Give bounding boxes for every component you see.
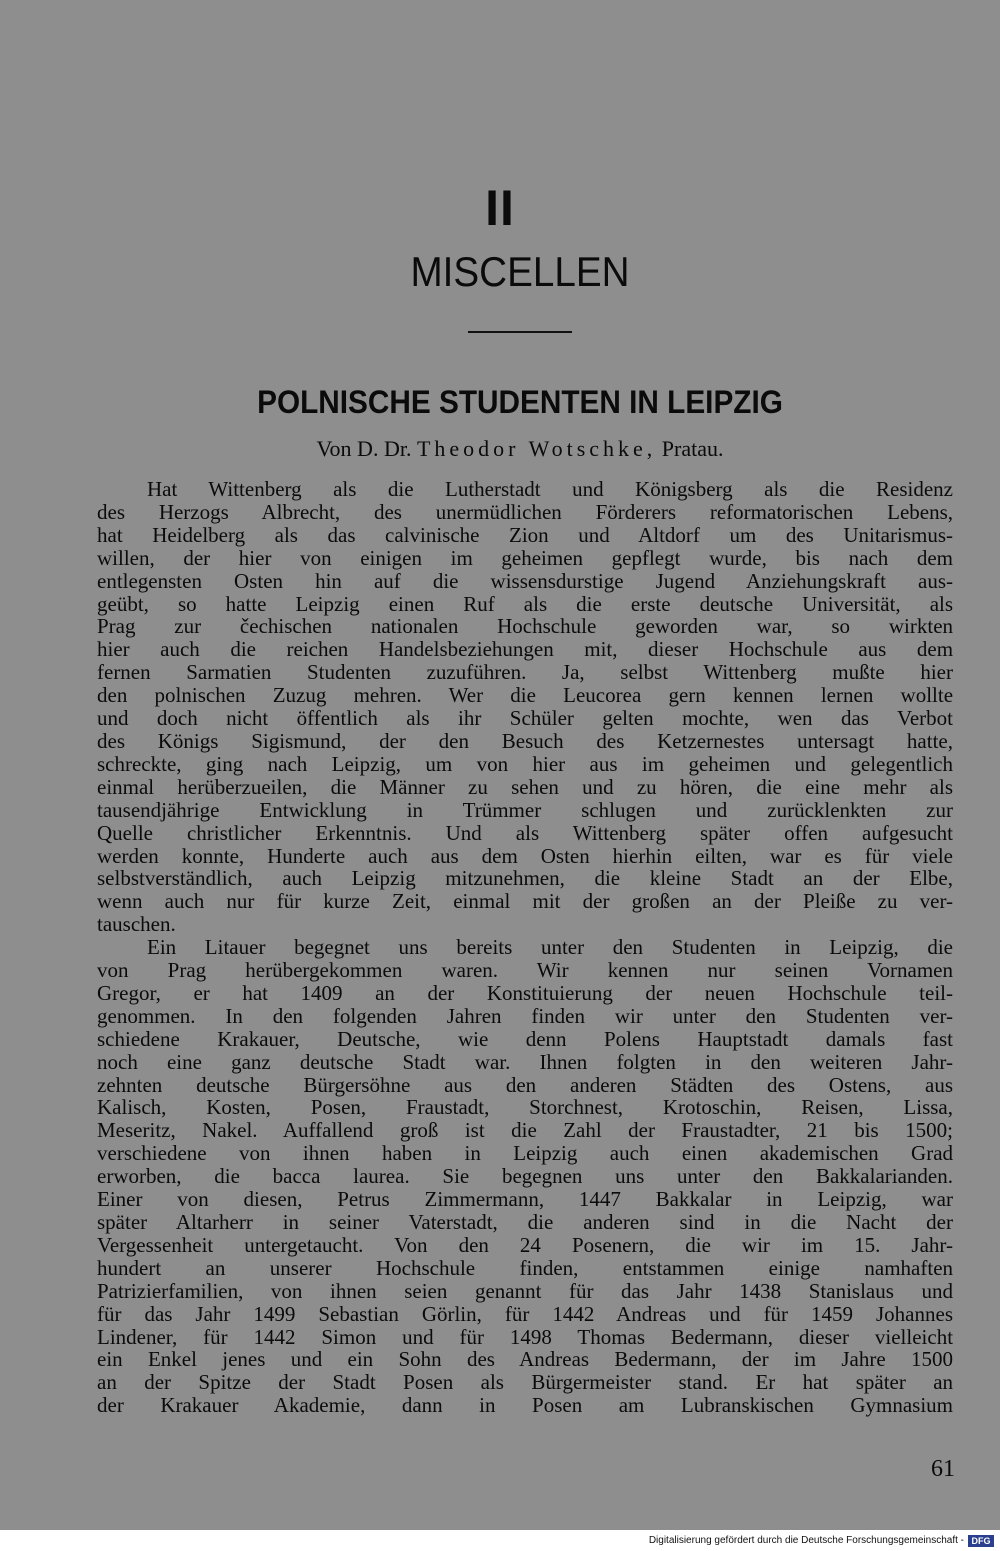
article-title: POLNISCHE STUDENTEN IN LEIPZIG (257, 384, 783, 420)
text-line: selbstverständlich, auch Leipzig mitzunehmen, die kleine Stadt an der Elbe, (97, 866, 953, 891)
text-line: Hat Wittenberg als die Lutherstadt und Königsberg als die Residenz (147, 477, 954, 501)
text-line: noch eine ganz deutsche Stadt war. Ihnen folgten in den weiteren Jahr- (97, 1049, 953, 1074)
title-divider (468, 331, 572, 333)
section-title: MISCELLEN (410, 248, 630, 295)
text-line: Patrizierfamilien, von ihnen seien genannt für das Jahr 1438 Stanislaus und (97, 1278, 953, 1303)
byline-place: Pratau. (661, 436, 724, 461)
text-line: geübt, so hatte Leipzig einen Ruf als die erste deutsche Universität, als (97, 591, 954, 616)
text-line: Prag zur čechischen nationalen Hochschule geworden war, so wirkten (97, 614, 954, 639)
part-number: II (485, 180, 515, 236)
text-line: Gregor, er hat 1409 an der Konstituierung der neuen Hochschule teil- (97, 980, 953, 1005)
text-line: für das Jahr 1499 Sebastian Görlin, für 1442 Andreas und für 1459 Johannes (97, 1301, 953, 1326)
text-line: hier auch die reichen Handelsbeziehungen mit, dieser Hochschule aus dem (97, 637, 954, 662)
text-line: Einer von diesen, Petrus Zimmermann, 1447 Bakkalar in Leipzig, war (97, 1187, 953, 1212)
text-line: Ein Litauer begegnet uns bereits unter den Studenten in Leipzig, die (147, 935, 953, 960)
text-line: von Prag herübergekommen waren. Wir kennen nur seinen Vornamen (97, 958, 953, 983)
digitization-note: Digitalisierung gefördert durch die Deutsche Forschungsgemeinschaft - (648, 1535, 964, 1546)
text-line: fernen Sarmatien Studenten zuzuführen. Ja, selbst Wittenberg mußte hier (97, 660, 953, 685)
author-name: Theodor Wotschke, (416, 436, 657, 461)
text-line: entlegensten Osten hin auf die wissensdurstige Jugend Anziehungskraft aus- (97, 568, 954, 593)
text-line: und doch nicht öffentlich als ihr Schüler gelten mochte, wen das Verbot (97, 706, 953, 731)
text-line: Lindener, für 1442 Simon und für 1498 Thomas Bedermann, dieser vielleicht (97, 1324, 954, 1349)
text-line: verschiedene von ihnen haben in Leipzig auch einen akademischen Grad (97, 1141, 954, 1166)
text-line: schreckte, ging nach Leipzig, um von hier aus im geheimen und gelegentlich (97, 751, 953, 776)
text-line: Meseritz, Nakel. Auffallend groß ist die Zahl der Fraustadter, 21 bis 1500; (97, 1118, 953, 1143)
page-number: 61 (931, 1456, 955, 1482)
text-line: Quelle christlicher Erkenntnis. Und als Wittenberg später offen aufgesucht (97, 820, 953, 845)
text-line: Vergessenheit untergetaucht. Von den 24 Posenern, die wir im 15. Jahr- (97, 1232, 953, 1257)
text-line: werden konnte, Hunderte auch aus dem Osten hierhin eilten, war es für viele (97, 843, 953, 868)
text-line: genommen. In den folgenden Jahren finden wir unter den Studenten ver- (97, 1003, 954, 1028)
text-line: später Altarherr in seiner Vaterstadt, die anderen sind in die Nacht der (97, 1210, 953, 1234)
byline-prefix: Von D. Dr. (316, 436, 412, 461)
text-line: Kalisch, Kosten, Posen, Fraustadt, Storchnest, Krotoschin, Reisen, Lissa, (97, 1095, 953, 1120)
text-line: erworben, die bacca laurea. Sie begegnen uns unter den Bakkalarianden. (97, 1164, 953, 1189)
text-line: einmal herüberzueilen, die Männer zu sehen und zu hören, die eine mehr als (97, 774, 954, 799)
text-line: wenn auch nur für kurze Zeit, einmal mit der großen an der Pleiße zu ver- (97, 889, 954, 914)
text-line: tausendjährige Entwicklung in Trümmer schlugen und zurücklenkten zur (97, 797, 953, 822)
paragraph (97, 478, 953, 936)
paragraph (97, 936, 953, 1417)
dfg-logo: DFG (968, 1535, 994, 1547)
text-line: den polnischen Zuzug mehren. Wer die Leucorea gern kennen lernen wollte (97, 683, 954, 708)
byline (0, 434, 1000, 464)
text-line: willen, der hier von einigen im geheimen gepflegt wurde, bis nach dem (97, 545, 953, 570)
text-line: hat Heidelberg als das calvinische Zion und Altdorf um des Unitarismus- (97, 522, 953, 547)
text-line: ein Enkel jenes und ein Sohn des Andreas Bedermann, der im Jahre 1500 (97, 1347, 953, 1372)
text-line: des Königs Sigismund, der den Besuch des Ketzernestes untersagt hatte, (97, 728, 953, 753)
article-body (97, 478, 953, 1417)
text-line: schiedene Krakauer, Deutsche, wie denn Polens Hauptstadt damals fast (97, 1026, 953, 1051)
text-line: des Herzogs Albrecht, des unermüdlichen Förderers reformatorischen Lebens, (97, 499, 954, 524)
text-line: tauschen. (97, 912, 176, 937)
text-line: der Krakauer Akademie, dann in Posen am Lubranskischen Gymnasium (97, 1393, 954, 1418)
text-line: an der Spitze der Stadt Posen als Bürgermeister stand. Er hat später an (97, 1370, 954, 1395)
text-line: zehnten deutsche Bürgersöhne aus den anderen Städten des Ostens, aus (97, 1072, 953, 1097)
text-line: hundert an unserer Hochschule finden, entstammen einige namhaften (97, 1255, 954, 1280)
